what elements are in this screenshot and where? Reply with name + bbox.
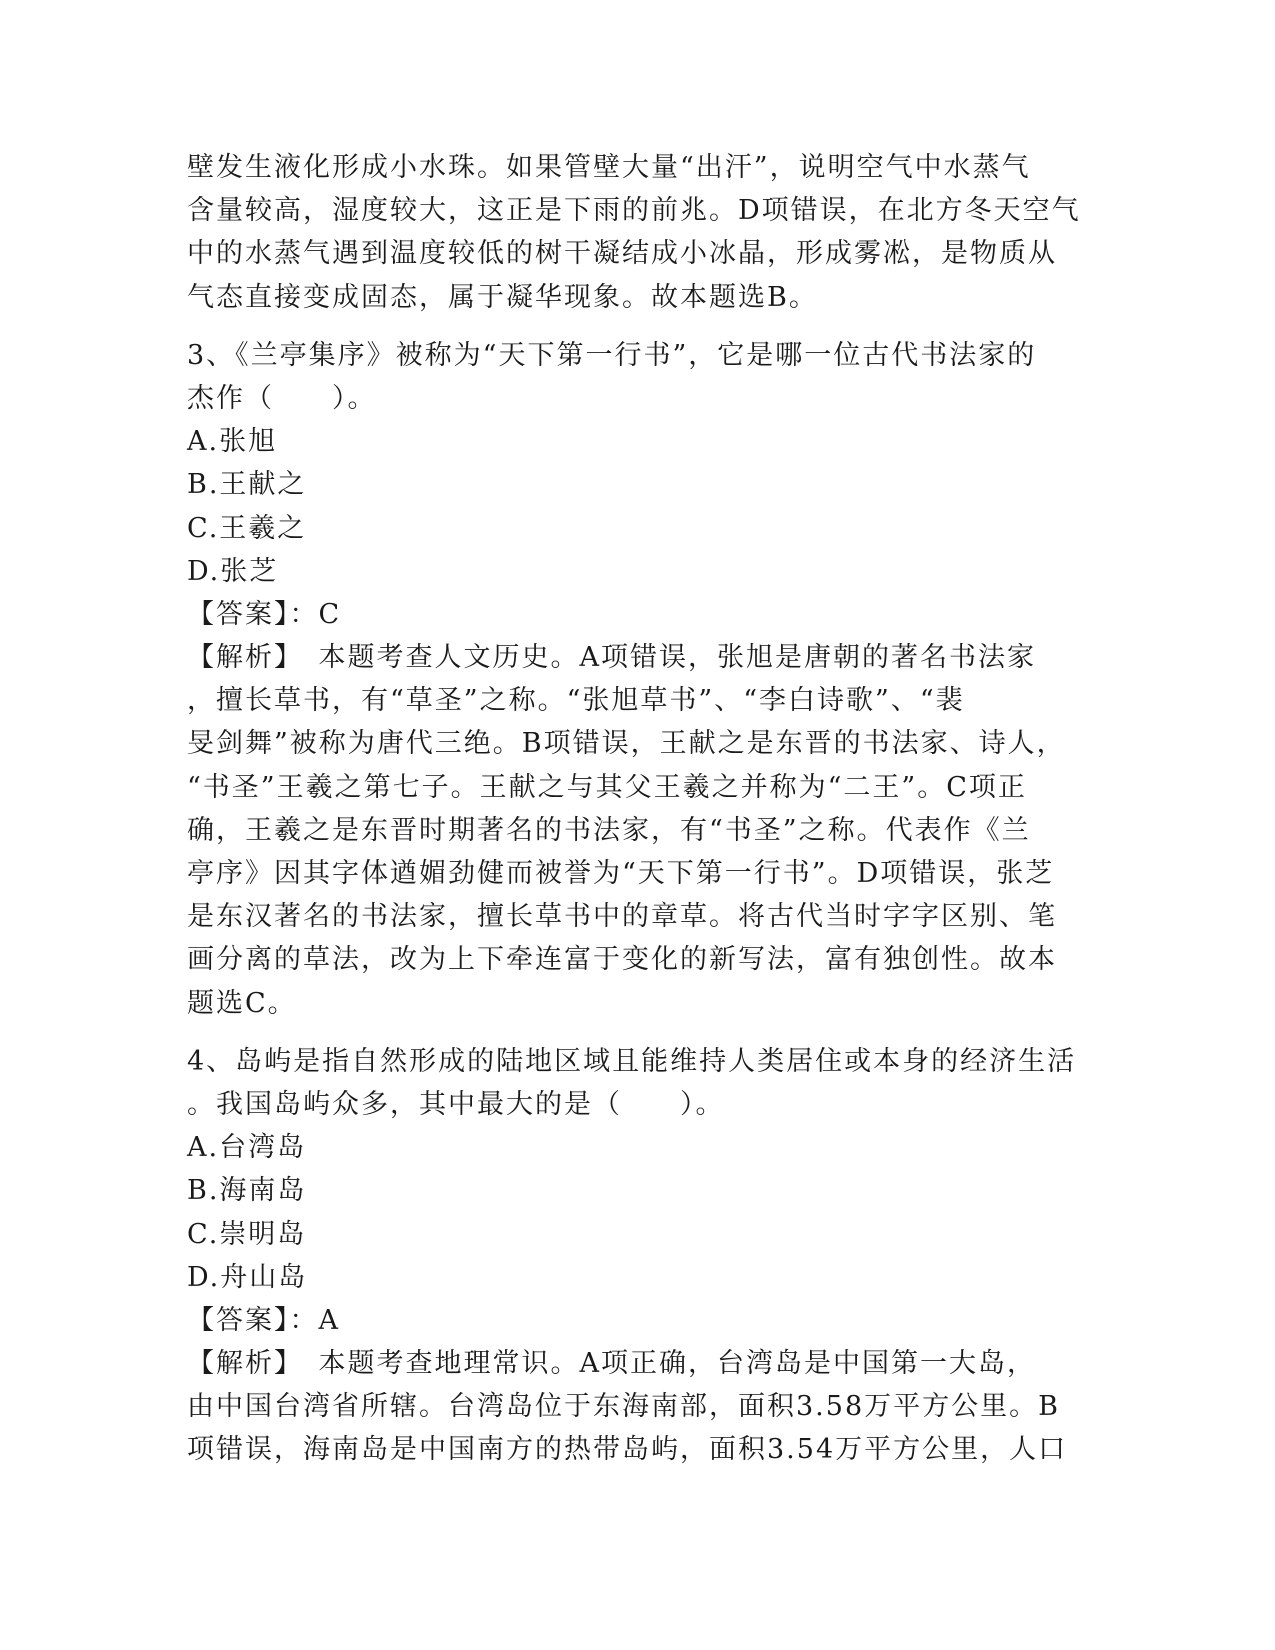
analysis-line: 题选C。	[187, 987, 297, 1019]
question-stem: 4、岛屿是指自然形成的陆地区域且能维持人类居住或本身的经济生活	[187, 1045, 1077, 1077]
option-a: A.台湾岛	[187, 1132, 307, 1164]
question-stem: 杰作（ ）。	[187, 382, 377, 414]
analysis-line: 是东汉著名的书法家，擅长草书中的章草。将古代当时字字区别、笔	[187, 901, 1057, 933]
analysis-line: 项错误，海南岛是中国南方的热带岛屿，面积3.54万平方公里，人口	[187, 1434, 1068, 1466]
question-stem: 。我国岛屿众多，其中最大的是（ ）。	[187, 1088, 725, 1120]
answer-line: 【答案】：A	[187, 1304, 340, 1336]
analysis-line: 旻剑舞”被称为唐代三绝。B项错误，王献之是东晋的书法家、诗人，	[187, 728, 1066, 760]
analysis-line: 【解析】 本题考查人文历史。A项错误，张旭是唐朝的著名书法家	[187, 642, 1036, 674]
analysis-line: 由中国台湾省所辖。台湾岛位于东海南部，面积3.58万平方公里。B	[187, 1391, 1060, 1423]
text-line: 气态直接变成固态，属于凝华现象。故本题选B。	[187, 281, 818, 313]
option-c: C.王羲之	[187, 512, 307, 544]
option-d: D.舟山岛	[187, 1261, 308, 1293]
text-line: 中的水蒸气遇到温度较低的树干凝结成小冰晶，形成雾凇，是物质从	[187, 238, 1057, 270]
text-line: 壁发生液化形成小水珠。如果管壁大量“出汗”，说明空气中水蒸气	[187, 152, 1031, 183]
analysis-line: 确，王羲之是东晋时期著名的书法家，有“书圣”之称。代表作《兰	[187, 814, 1031, 846]
option-b: B.王献之	[187, 469, 307, 501]
option-b: B.海南岛	[187, 1175, 307, 1207]
document-page	[187, 146, 1087, 1472]
analysis-line: 亭序》因其字体遒媚劲健而被誉为“天下第一行书”。D项错误，张芝	[187, 858, 1055, 889]
analysis-line: ，擅长草书，有“草圣”之称。“张旭草书”、“李白诗歌”、“裴	[187, 685, 965, 717]
analysis-line: 画分离的草法，改为上下牵连富于变化的新写法，富有独创性。故本	[187, 944, 1057, 976]
option-d: D.张芝	[187, 555, 279, 587]
analysis-line: “书圣”王羲之第七子。王献之与其父王羲之并称为“二王”。C项正	[187, 771, 1027, 803]
option-c: C.崇明岛	[187, 1218, 307, 1250]
answer-line: 【答案】：C	[187, 598, 342, 630]
question-3	[187, 334, 1087, 1025]
text-line: 含量较高，湿度较大，这正是下雨的前兆。D项错误，在北方冬天空气	[187, 195, 1081, 227]
option-a: A.张旭	[187, 426, 278, 458]
analysis-line: 【解析】 本题考查地理常识。A项正确，台湾岛是中国第一大岛，	[187, 1348, 1036, 1380]
carryover-paragraph	[187, 146, 1087, 319]
question-4	[187, 1040, 1087, 1472]
question-stem: 3、《兰亭集序》被称为“天下第一行书”，它是哪一位古代书法家的	[187, 339, 1037, 371]
